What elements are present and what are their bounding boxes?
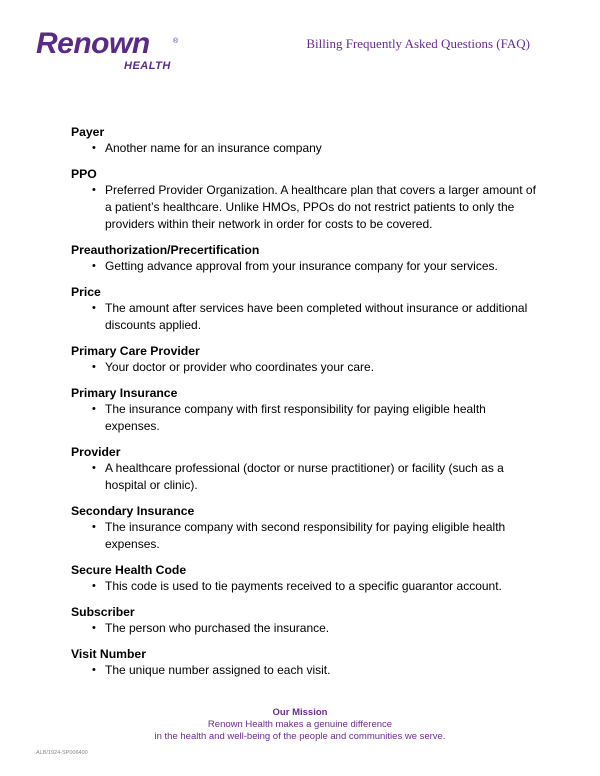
- bullet-icon: •: [92, 260, 96, 272]
- bullet-icon: •: [92, 622, 96, 634]
- definition-text: The person who purchased the insurance.: [105, 621, 330, 635]
- glossary-list: [71, 124, 541, 688]
- page-title: Billing Frequently Asked Questions (FAQ): [306, 36, 530, 51]
- definition-text: The unique number assigned to each visit.: [105, 663, 331, 677]
- bullet-icon: •: [92, 302, 96, 314]
- term-name: Price: [71, 285, 101, 299]
- definition-text: Preferred Provider Organization. A healthcare plan that covers a larger amount of a patient’s healthcare. Unlike HMOs, PPOs do not restrict patients to only the providers within their network in order for costs to be covered.: [105, 183, 536, 231]
- glossary-term: [71, 562, 541, 595]
- bullet-icon: •: [92, 521, 96, 533]
- term-name: Primary Insurance: [71, 386, 178, 400]
- bullet-icon: •: [92, 462, 96, 474]
- logo-subtitle: HEALTH: [124, 60, 171, 72]
- term-definition: [71, 460, 541, 494]
- bullet-icon: •: [92, 184, 96, 196]
- logo-wordmark: Renown: [36, 27, 150, 60]
- logo-registered-mark: ®: [173, 38, 179, 45]
- mission-footer: [0, 707, 600, 743]
- definition-text: Getting advance approval from your insurance company for your services.: [105, 259, 498, 273]
- definition-text: The insurance company with first responsibility for paying eligible health expenses.: [105, 402, 486, 433]
- term-definition: [71, 258, 541, 275]
- term-name: Visit Number: [71, 647, 146, 661]
- term-name: PPO: [71, 167, 97, 181]
- term-definition: [71, 662, 541, 679]
- glossary-term: [71, 444, 541, 494]
- glossary-term: [71, 284, 541, 334]
- definition-text: Another name for an insurance company: [105, 141, 322, 155]
- renown-health-logo: [36, 28, 186, 78]
- glossary-term: [71, 646, 541, 679]
- term-definition: [71, 300, 541, 334]
- definition-text: The insurance company with second responsibility for paying eligible health expenses.: [105, 520, 506, 551]
- glossary-term: [71, 604, 541, 637]
- term-name: Secondary Insurance: [71, 504, 195, 518]
- bullet-icon: •: [92, 361, 96, 373]
- term-definition: [71, 401, 541, 435]
- term-name: Primary Care Provider: [71, 344, 200, 358]
- term-definition: [71, 140, 541, 157]
- definition-text: A healthcare professional (doctor or nurse practitioner) or facility (such as a hospital or clinic).: [105, 461, 504, 492]
- glossary-term: [71, 503, 541, 553]
- term-definition: [71, 620, 541, 637]
- term-name: Preauthorization/Precertification: [71, 243, 260, 257]
- bullet-icon: •: [92, 142, 96, 154]
- definition-text: Your doctor or provider who coordinates your care.: [105, 360, 375, 374]
- term-name: Payer: [71, 125, 105, 139]
- bullet-icon: •: [92, 580, 96, 592]
- bullet-icon: •: [92, 403, 96, 415]
- term-definition: [71, 359, 541, 376]
- glossary-term: [71, 385, 541, 435]
- mission-title: Our Mission: [272, 707, 328, 718]
- term-name: Secure Health Code: [71, 563, 187, 577]
- term-name: Subscriber: [71, 605, 135, 619]
- mission-line-1: Renown Health makes a genuine difference: [207, 719, 393, 730]
- term-name: Provider: [71, 445, 121, 459]
- term-definition: [71, 519, 541, 553]
- document-code: ALB/1924-SP006400: [36, 750, 88, 756]
- definition-text: The amount after services have been completed without insurance or additional discounts applied.: [105, 301, 528, 332]
- definition-text: This code is used to tie payments received to a specific guarantor account.: [105, 579, 502, 593]
- term-definition: [71, 182, 541, 233]
- term-definition: [71, 578, 541, 595]
- glossary-term: [71, 242, 541, 275]
- bullet-icon: •: [92, 664, 96, 676]
- glossary-term: [71, 124, 541, 157]
- glossary-term: [71, 343, 541, 376]
- glossary-term: [71, 166, 541, 233]
- mission-line-2: in the health and well-being of the people and communities we serve.: [154, 731, 446, 742]
